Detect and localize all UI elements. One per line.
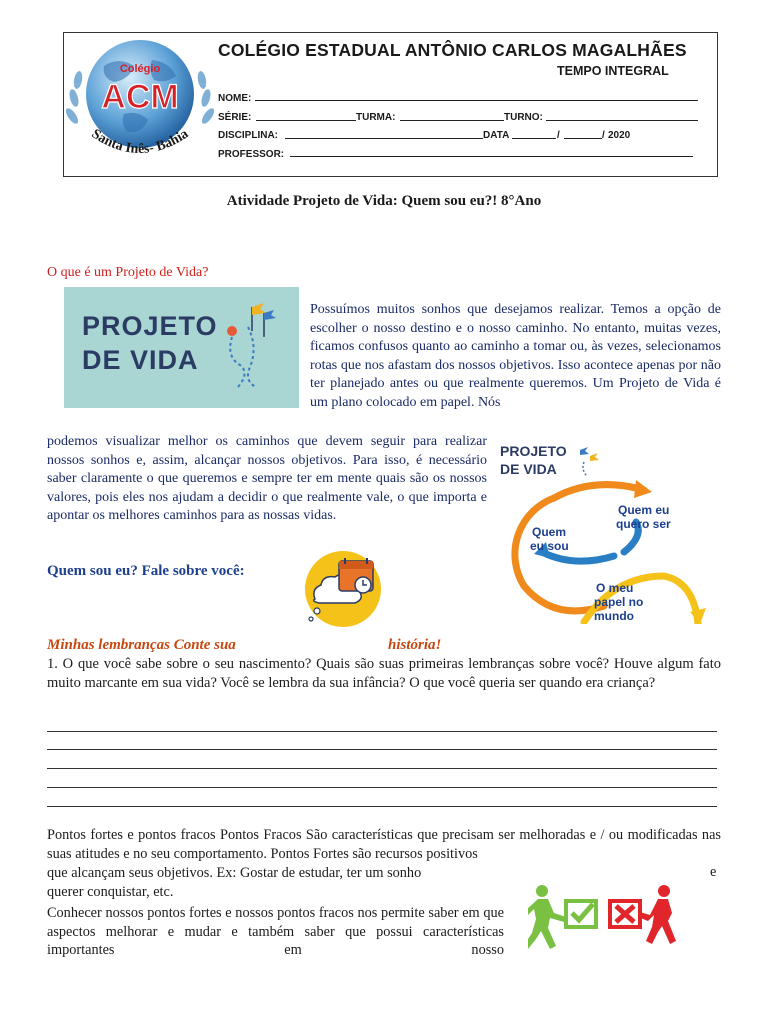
answer-line[interactable] <box>47 749 717 750</box>
svg-text:Santa Inês- Bahia: Santa Inês- Bahia <box>88 126 192 158</box>
date-label: DATA <box>483 130 510 141</box>
teacher-field[interactable] <box>290 156 693 157</box>
section-heading-life-project: O que é um Projeto de Vida? <box>47 265 209 280</box>
strengths-example-end: e <box>710 864 717 880</box>
school-name: COLÉGIO ESTADUAL ANTÔNIO CARLOS MAGALHÃES <box>218 40 687 60</box>
svg-text:Quem eu: Quem eu <box>618 503 670 517</box>
life-project-paragraph-1: Possuímos muitos sonhos que desejamos realizar. Temos a opção de escolher o nosso destino e o nosso caminho. No entanto, muitas vezes, ficamos confusos quanto ao caminho a tomar ou, às vezes, selecionamos rotas que nos afastam dos nossos objetivos. Isso acontece apenas por não ter planejado antes ou que realmente queremos. Um Projeto de Vida é um plano colocado em papel. Nós <box>310 302 721 410</box>
check-cross-figures-icon <box>528 881 693 953</box>
know-strengths-paragraph: Conhecer nossos pontos fortes e nossos pontos fracos nos permite saber em que aspectos melhorar e mudar e também saber que possui características importantes em nosso <box>47 905 504 959</box>
subject-label: DISCIPLINA: <box>218 130 278 141</box>
svg-text:papel no: papel no <box>594 595 644 609</box>
date-separator: / <box>602 130 605 141</box>
red-figure-cross-icon <box>610 885 676 944</box>
svg-text:PROJETO: PROJETO <box>82 311 218 341</box>
school-subtitle: TEMPO INTEGRAL <box>557 64 669 78</box>
date-year: 2020 <box>608 130 631 141</box>
shift-label: TURNO: <box>504 112 543 123</box>
strengths-example-line: que alcançam seus objetivos. Ex: Gostar de estudar, ter um sonho <box>47 865 422 881</box>
svg-text:Quem: Quem <box>532 525 567 539</box>
date-day-field[interactable] <box>512 138 556 139</box>
svg-text:DE VIDA: DE VIDA <box>82 345 199 375</box>
date-separator: / <box>557 130 560 141</box>
answer-line[interactable] <box>47 768 717 769</box>
life-project-paragraph-2: podemos visualizar melhor os caminhos que devem seguir para realizar nossos sonhos e, assim, alcançar nossos objetivos. Para isso, é necessário saber claramente o que queremos e sempre ter em mente quais são os nossos valores, pois eles nos ajudam a decidir o que realmente vale, o que importa e apontar os melhores caminhos para as nossas vidas. <box>47 434 487 524</box>
name-label: NOME: <box>218 93 252 104</box>
shift-field[interactable] <box>546 120 698 121</box>
svg-text:Colégio: Colégio <box>119 63 161 75</box>
svg-text:PROJETO: PROJETO <box>500 443 567 459</box>
class-field[interactable] <box>400 120 504 121</box>
svg-text:eu sou: eu sou <box>530 539 569 553</box>
answer-line[interactable] <box>47 731 717 732</box>
page-title: Atividade Projeto de Vida: Quem sou eu?! 8°Ano <box>226 193 542 209</box>
strengths-weaknesses-paragraph: Pontos fortes e pontos fracos Pontos Fracos São características que precisam ser melhoradas e / ou modificadas nas suas atitudes e no seu comportamento. Pontos Fortes são recursos positivos <box>47 827 721 862</box>
svg-text:DE VIDA: DE VIDA <box>500 461 557 477</box>
green-figure-check-icon <box>528 885 596 949</box>
svg-text:ACM: ACM <box>101 78 179 116</box>
class-label: TURMA: <box>356 112 396 123</box>
section-heading-memories-end: história! <box>388 637 442 653</box>
question-1: 1. O que você sabe sobre o seu nascimento? Quais são suas primeiras lembranças sobre você? Houve algum fato muito marcante em sua vida? Você se lembra da sua infância? O que você queria ser quando era criança? <box>47 656 721 691</box>
grade-label: SÉRIE: <box>218 112 252 123</box>
svg-text:O meu: O meu <box>596 581 634 595</box>
grade-field[interactable] <box>256 120 356 121</box>
answer-line[interactable] <box>47 787 717 788</box>
strengths-example-line-2: querer conquistar, etc. <box>47 884 174 900</box>
projeto-de-vida-banner <box>64 287 299 408</box>
section-heading-memories: Minhas lembranças Conte sua <box>47 637 236 653</box>
svg-text:mundo: mundo <box>594 609 634 623</box>
name-field[interactable] <box>255 100 698 101</box>
answer-line[interactable] <box>47 806 717 807</box>
date-month-field[interactable] <box>564 138 602 139</box>
svg-text:quero ser: quero ser <box>616 517 671 531</box>
section-heading-who-am-i: Quem sou eu? Fale sobre você: <box>47 563 245 579</box>
teacher-label: PROFESSOR: <box>218 149 285 160</box>
life-project-cycle-diagram <box>494 436 708 624</box>
subject-field[interactable] <box>285 138 483 139</box>
school-logo <box>64 36 216 170</box>
thought-calendar-icon <box>303 549 383 629</box>
